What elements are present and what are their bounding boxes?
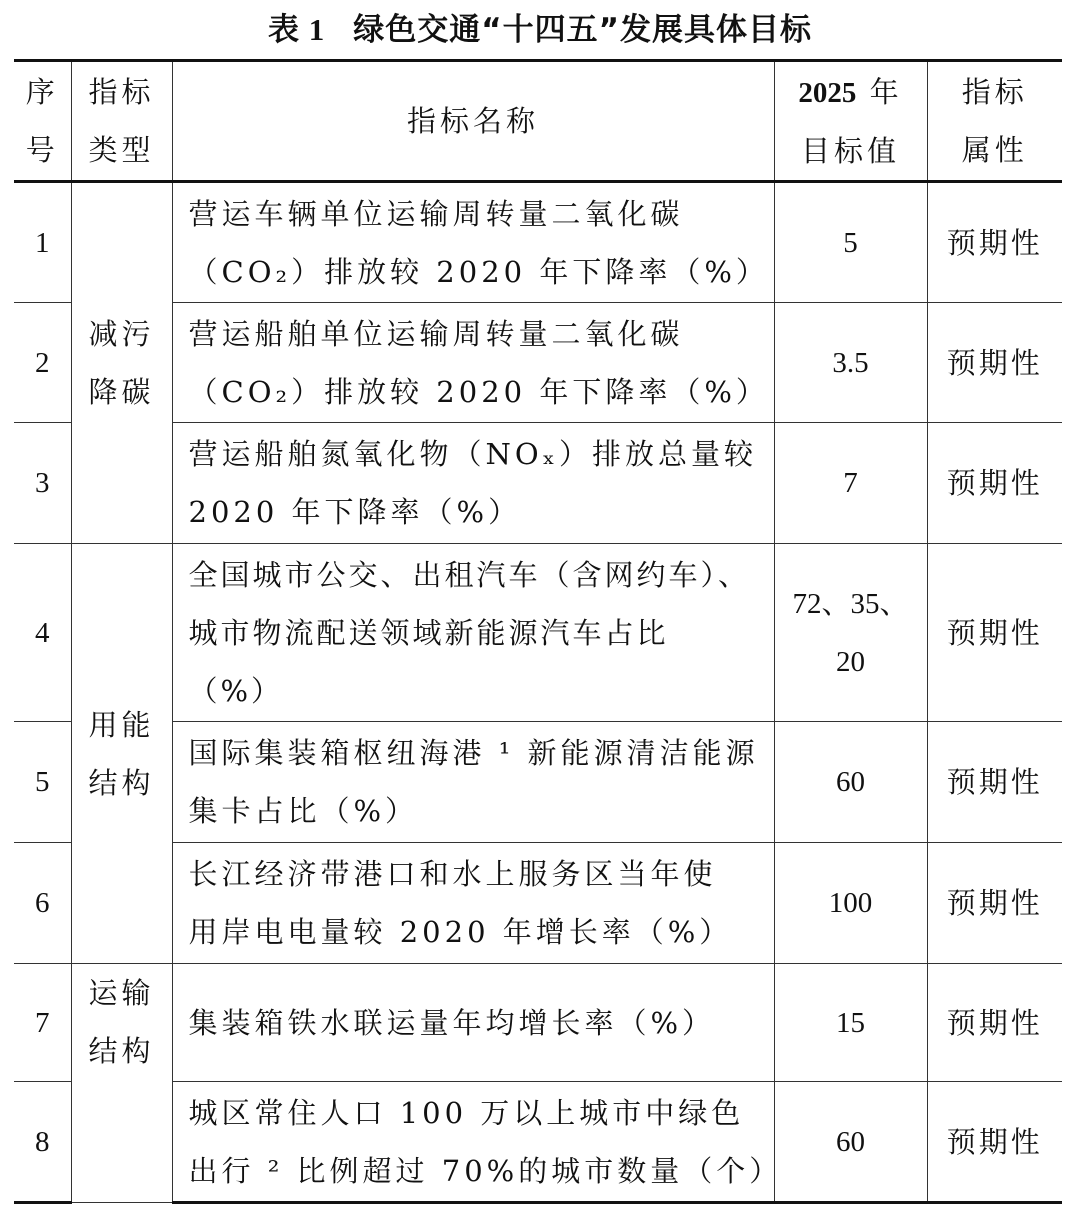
row-target-value: 7 [774, 423, 927, 544]
header-attribute: 指标 属性 [927, 61, 1062, 182]
row-target-value: 5 [774, 182, 927, 303]
row-indicator-name: 营运船舶单位运输周转量二氧化碳 （CO₂）排放较 2020 年下降率（%） [172, 303, 774, 423]
table-row [14, 544, 1062, 722]
row-target-value: 72、35、 20 [774, 544, 927, 722]
row-seq: 2 [14, 303, 71, 423]
header-name: 指标名称 [172, 61, 774, 182]
table-row [14, 303, 1062, 423]
row-seq: 8 [14, 1082, 71, 1203]
table-row [14, 843, 1062, 964]
row-attribute: 预期性 [927, 423, 1062, 544]
row-target-value: 15 [774, 964, 927, 1082]
row-seq: 5 [14, 722, 71, 843]
row-indicator-name: 城区常住人口 100 万以上城市中绿色 出行 ² 比例超过 70%的城市数量（个） [172, 1082, 774, 1203]
table-row [14, 964, 1062, 1082]
row-target-value: 60 [774, 722, 927, 843]
row-indicator-name: 国际集装箱枢纽海港 ¹ 新能源清洁能源 集卡占比（%） [172, 722, 774, 843]
row-attribute: 预期性 [927, 544, 1062, 722]
row-seq: 1 [14, 182, 71, 303]
row-attribute: 预期性 [927, 303, 1062, 423]
row-attribute: 预期性 [927, 843, 1062, 964]
category-reduce-carbon: 减污 降碳 [71, 182, 172, 544]
row-indicator-name: 全国城市公交、出租汽车（含网约车）、 城市物流配送领域新能源汽车占比 （%） [172, 544, 774, 722]
targets-table [14, 59, 1062, 1204]
table-title-text: 绿色交通“十四五”发展具体目标 [353, 12, 812, 48]
category-energy-structure: 用能 结构 [71, 544, 172, 964]
row-attribute: 预期性 [927, 964, 1062, 1082]
table-number: 表 1 [268, 12, 326, 47]
row-attribute: 预期性 [927, 182, 1062, 303]
row-target-value: 100 [774, 843, 927, 964]
row-indicator-name: 营运车辆单位运输周转量二氧化碳 （CO₂）排放较 2020 年下降率（%） [172, 182, 774, 303]
table-row [14, 1082, 1062, 1203]
row-seq: 4 [14, 544, 71, 722]
table-row [14, 423, 1062, 544]
row-indicator-name: 长江经济带港口和水上服务区当年使 用岸电电量较 2020 年增长率（%） [172, 843, 774, 964]
row-seq: 7 [14, 964, 71, 1082]
row-attribute: 预期性 [927, 1082, 1062, 1203]
row-indicator-name: 集装箱铁水联运量年均增长率（%） [172, 964, 774, 1082]
row-indicator-name: 营运船舶氮氧化物（NOₓ）排放总量较 2020 年下降率（%） [172, 423, 774, 544]
row-target-value: 3.5 [774, 303, 927, 423]
header-target: 2025 年 目标值 [774, 61, 927, 182]
table-row [14, 722, 1062, 843]
row-seq: 3 [14, 423, 71, 544]
row-target-value: 60 [774, 1082, 927, 1203]
header-type: 指标 类型 [71, 61, 172, 182]
table-title [0, 10, 1080, 50]
row-seq: 6 [14, 843, 71, 964]
category-transport-structure: 运输 结构 [71, 964, 172, 1203]
table-header-row [14, 61, 1062, 182]
header-seq: 序 号 [14, 61, 71, 182]
table-row [14, 182, 1062, 303]
row-attribute: 预期性 [927, 722, 1062, 843]
